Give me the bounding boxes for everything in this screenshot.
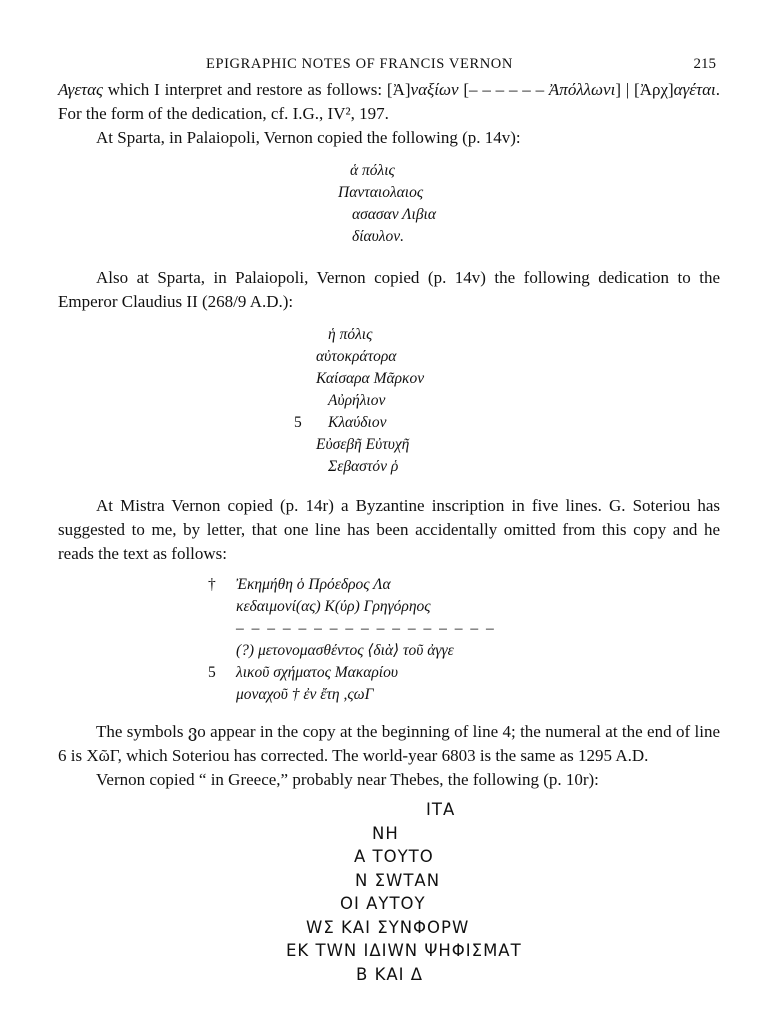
inscription-line: ἁ πόλις [350, 162, 395, 179]
inscription-line: (?) μετονομασθέντος ⟨διὰ⟩ τοῦ ἀγγε [236, 642, 454, 659]
inscription-line: Αὐρήλιον [328, 392, 386, 409]
paragraph-symbols: The symbols ვo appear in the copy at the beginning of line 4; the numeral at the end of line 6 is ΧῶΓ, which Soteriou has corrected. The world-year 6803 is the same as 1295 A.D. [58, 722, 720, 765]
inscription-text: Ἐκημήθη ὁ Πρόεδρος Λα [236, 576, 391, 593]
text-run: [– – – – – – [458, 80, 549, 99]
paragraph-restoration [58, 78, 720, 126]
inscription-sparta-1 [338, 160, 720, 248]
inscription-line: δίαυλον. [352, 228, 404, 245]
omitted-line-dashes: – – – – – – – – – – – – – – – – – [236, 620, 496, 637]
inscription-line: μοναχοῦ † ἐν ἔτη ,ςωΓ [236, 686, 374, 703]
text-run: Ἀ [392, 80, 405, 99]
greek-word: ναξίων [410, 80, 459, 99]
inscription-line [294, 412, 720, 434]
inscription-text: λικοῦ σχήματος Μακαρίου [236, 664, 398, 681]
inscription-line [208, 574, 720, 596]
greek-word: Αγετας [58, 80, 103, 99]
text-run: ] [668, 80, 674, 99]
inscription-line: Πανταιολαιος [338, 184, 424, 201]
inscription-line: ασασαν Λιβια [352, 206, 437, 223]
inscription-text: Κλαύδιον [328, 414, 387, 431]
paragraph-sparta-1: At Sparta, in Palaiopoli, Vernon copied the following (p. 14v): [96, 128, 521, 147]
inscription-line: κεδαιμονί(ας) Κ(ύρ) Γρηγόρηος [236, 598, 431, 615]
inscription-thebes [58, 798, 720, 986]
text-run: which I interpret and restore as follows: [ [102, 80, 393, 99]
inscription-line [208, 662, 720, 684]
cross-symbol: † [208, 576, 216, 593]
greek-word: αγέται [673, 80, 716, 99]
text-run: . For the form of the dedication, cf. I.G., IV², 197. [58, 80, 720, 123]
inscription-mistra [208, 574, 720, 706]
inscription-line: ΕΚ ΤWΝ ΙΔΙWΝ ΨΗΦΙΣΜΑΤ [286, 941, 522, 960]
inscription-line: WΣ ΚΑΙ ΣΥΝΦΟΡW [306, 917, 470, 937]
inscription-line: Α ΤΟΥΤΟ [354, 847, 434, 866]
document-page [58, 52, 720, 986]
text-run: Ἀρχ [639, 80, 668, 99]
inscription-line: Εὐσεβῆ Εὐτυχῆ [316, 436, 410, 453]
inscription-line: Καίσαρα Μᾶρκον [316, 370, 425, 387]
line-number: 5 [294, 414, 302, 431]
inscription-line: ΙΤΑ [426, 800, 456, 819]
text-run: ] [404, 80, 411, 99]
inscription-line: Ν ΣWΤΑΝ [355, 870, 441, 890]
inscription-line: ΝΗ [372, 823, 399, 843]
page-number: 215 [693, 56, 716, 72]
inscription-claudius [294, 324, 720, 478]
paragraph-thebes: Vernon copied “ in Greece,” probably near Thebes, the following (p. 10r): [96, 770, 599, 789]
text-run: ] | [ [615, 80, 640, 99]
inscription-line: ἡ πόλις [328, 326, 373, 343]
greek-word: Ἀπόλλωνι [548, 80, 616, 99]
inscription-line: ΟΙ ΑΥΤΟΥ [340, 894, 426, 913]
paragraph-mistra: At Mistra Vernon copied (p. 14r) a Byzantine inscription in five lines. G. Soteriou has suggested to me, by letter, that one line has been accidentally omitted from this copy and he reads the text as follows: [58, 496, 720, 563]
running-header [58, 52, 720, 76]
line-number: 5 [208, 664, 216, 681]
inscription-line: Σεβαστόν ῥ [328, 458, 399, 475]
running-title: EPIGRAPHIC NOTES OF FRANCIS VERNON [206, 56, 513, 72]
paragraph-sparta-2: Also at Sparta, in Palaiopoli, Vernon copied (p. 14v) the following dedication to the Emperor Claudius II (268/9 A.D.): [58, 268, 720, 311]
inscription-line: αὐτοκράτορα [316, 348, 397, 365]
inscription-line: Β ΚΑΙ Δ [356, 964, 424, 984]
